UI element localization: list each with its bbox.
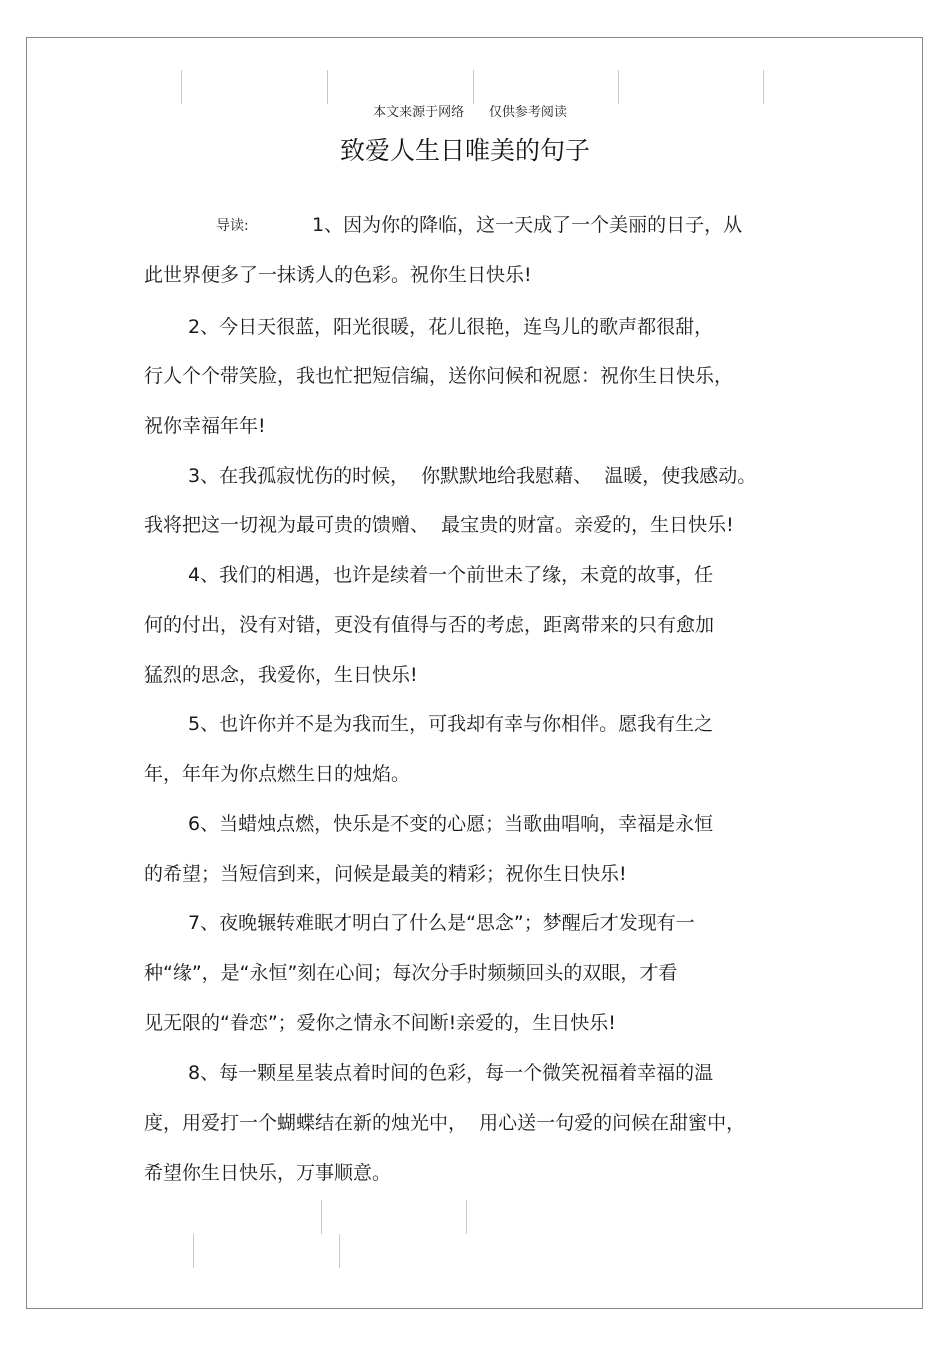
guide-line — [193, 1234, 194, 1268]
guide-line — [327, 70, 328, 104]
paragraph-line: 的希望；当短信到来，问候是最美的精彩；祝你生日快乐! — [144, 863, 627, 885]
paragraph-line: 行人个个带笑脸，我也忙把短信编，送你问候和祝愿：祝你生日快乐， — [144, 365, 734, 387]
guide-line — [181, 70, 182, 104]
paragraph-line: 6、当蜡烛点燃，快乐是不变的心愿；当歌曲唱响，幸福是永恒 — [188, 813, 714, 835]
paragraph-line: 1、因为你的降临，这一天成了一个美丽的日子，从 — [312, 214, 743, 236]
guide-line — [618, 70, 619, 104]
paragraph-line: 见无限的“眷恋”；爱你之情永不间断!亲爱的，生日快乐! — [144, 1012, 616, 1034]
source-note: 本文来源于网络 仅供参考阅读 — [373, 105, 567, 120]
paragraph-line: 此世界便多了一抹诱人的色彩。祝你生日快乐! — [144, 264, 532, 286]
paragraph-line: 8、每一颗星星装点着时间的色彩，每一个微笑祝福着幸福的温 — [188, 1062, 714, 1084]
page-title: 致爱人生日唯美的句子 — [339, 136, 590, 165]
paragraph-line: 4、我们的相遇，也许是续着一个前世未了缘，未竟的故事，任 — [188, 564, 714, 586]
paragraph-line: 何的付出，没有对错，更没有值得与否的考虑，距离带来的只有愈加 — [144, 614, 715, 636]
guide-line — [466, 1200, 467, 1234]
paragraph-line: 希望你生日快乐，万事顺意。 — [144, 1162, 392, 1184]
paragraph-line: 度，用爱打一个蝴蝶结在新的烛光中， 用心送一句爱的问候在甜蜜中， — [144, 1112, 746, 1134]
intro-label: 导读: — [216, 218, 249, 234]
paragraph-line: 5、也许你并不是为我而生，可我却有幸与你相伴。愿我有生之 — [188, 713, 714, 735]
paragraph-line: 2、今日天很蓝，阳光很暖，花儿很艳，连鸟儿的歌声都很甜， — [188, 316, 714, 338]
paragraph-line: 年，年年为你点燃生日的烛焰。 — [144, 763, 411, 785]
paragraph-line: 我将把这一切视为最可贵的馈赠、 最宝贵的财富。亲爱的，生日快乐! — [144, 514, 734, 536]
paragraph-line: 种“缘”，是“永恒”刻在心间；每次分手时频频回头的双眼，才看 — [144, 962, 678, 984]
guide-line — [339, 1234, 340, 1268]
paragraph-line: 猛烈的思念，我爱你，生日快乐! — [144, 664, 418, 686]
paragraph-line: 3、在我孤寂忧伤的时候， 你默默地给我慰藉、 温暖，使我感动。 — [188, 465, 757, 487]
paragraph-line: 祝你幸福年年! — [144, 415, 266, 437]
guide-line — [473, 70, 474, 104]
guide-line — [321, 1200, 322, 1234]
guide-line — [763, 70, 764, 104]
paragraph-line: 7、夜晚辗转难眠才明白了什么是“思念”；梦醒后才发现有一 — [188, 912, 695, 934]
